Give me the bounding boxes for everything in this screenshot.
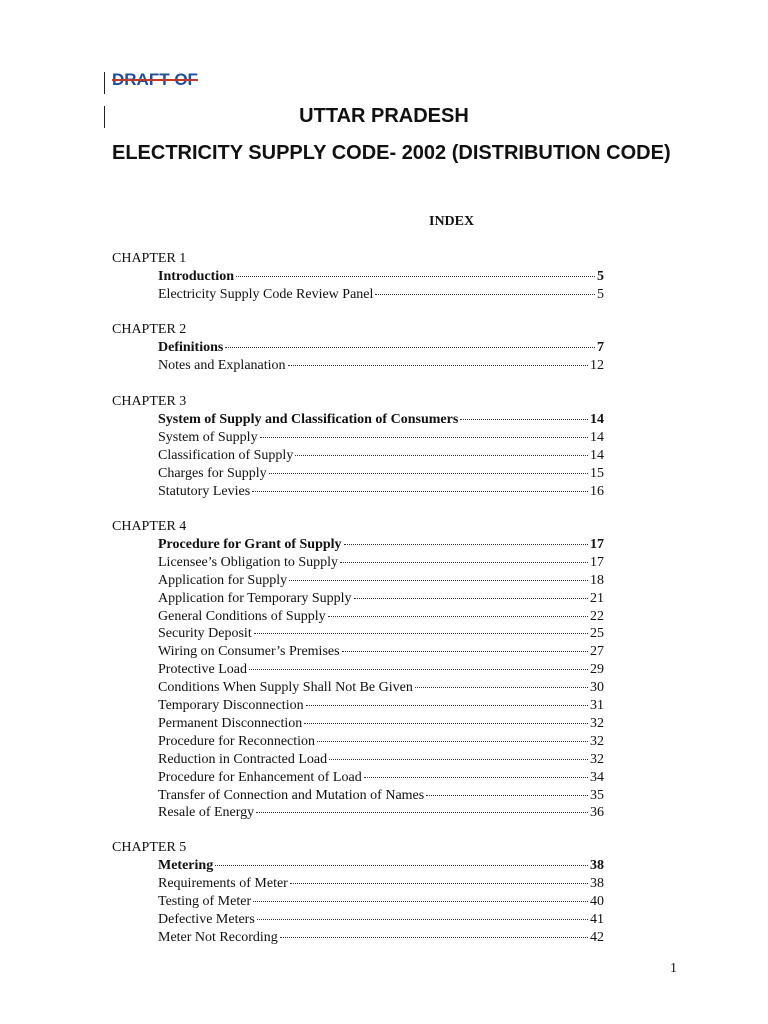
toc-entry xyxy=(158,429,604,447)
toc-entry-title: Testing of Meter xyxy=(158,893,252,909)
toc-entry-page: 41 xyxy=(590,911,604,927)
dot-leader xyxy=(252,491,588,492)
toc-entry xyxy=(158,465,604,483)
chapter-label: CHAPTER 2 xyxy=(112,322,187,337)
toc-entry-page: 32 xyxy=(590,733,604,749)
toc-entry-page: 32 xyxy=(590,751,604,767)
toc-entry-title: Metering xyxy=(158,857,214,873)
toc-entry-title: Notes and Explanation xyxy=(158,357,286,373)
draft-label: DRAFT OF xyxy=(112,70,198,89)
toc-entry xyxy=(158,447,604,465)
toc-entry xyxy=(158,608,604,626)
toc-entry-title: Defective Meters xyxy=(158,911,255,927)
toc-entry-page: 18 xyxy=(590,572,604,588)
toc-entry-page: 17 xyxy=(590,536,604,552)
toc-entry-title: General Conditions of Supply xyxy=(158,608,326,624)
chapter-label: CHAPTER 3 xyxy=(112,394,187,409)
toc-entry xyxy=(158,572,604,590)
dot-leader xyxy=(415,687,588,688)
dot-leader xyxy=(257,919,588,920)
dot-leader xyxy=(340,562,588,563)
toc-entry-title: Licensee’s Obligation to Supply xyxy=(158,554,339,570)
change-bar xyxy=(104,72,105,94)
dot-leader xyxy=(317,741,588,742)
toc-entry-page: 14 xyxy=(590,429,604,445)
toc-entry-page: 32 xyxy=(590,715,604,731)
toc-entry-title: Reduction in Contracted Load xyxy=(158,751,328,767)
toc-entry-title: Charges for Supply xyxy=(158,465,267,481)
toc-entry xyxy=(158,643,604,661)
toc-entry xyxy=(158,554,604,572)
index-heading: INDEX xyxy=(429,214,475,229)
toc-entry-title: Procedure for Reconnection xyxy=(158,733,316,749)
dot-leader xyxy=(260,437,588,438)
dot-leader xyxy=(344,544,588,545)
dot-leader xyxy=(364,777,588,778)
toc-entry xyxy=(158,697,604,715)
toc-entry-page: 5 xyxy=(597,286,604,302)
toc-entry xyxy=(158,536,604,554)
toc-entry xyxy=(158,661,604,679)
toc-entry-page: 30 xyxy=(590,680,604,696)
toc-entry-title: Security Deposit xyxy=(158,626,252,642)
toc-entry xyxy=(158,339,604,357)
dot-leader xyxy=(304,723,588,724)
page-number: 1 xyxy=(670,961,677,976)
toc-entry xyxy=(158,804,604,822)
toc-entry-page: 27 xyxy=(590,644,604,660)
toc-entry-title: Transfer of Connection and Mutation of Names xyxy=(158,787,425,803)
toc-entry-page: 38 xyxy=(590,857,604,873)
toc-entry-page: 12 xyxy=(590,357,604,373)
toc-entry-title: Meter Not Recording xyxy=(158,929,278,945)
toc-entry xyxy=(158,875,604,893)
dot-leader xyxy=(295,455,588,456)
toc-entry-title: System of Supply and Classification of Consumers xyxy=(158,411,459,427)
toc-entry xyxy=(158,929,604,947)
dot-leader xyxy=(215,865,588,866)
toc-entry-page: 14 xyxy=(590,411,604,427)
toc-entry-title: Resale of Energy xyxy=(158,805,255,821)
toc-entry-title: Application for Temporary Supply xyxy=(158,590,352,606)
dot-leader xyxy=(426,795,588,796)
toc-entry xyxy=(158,787,604,805)
dot-leader xyxy=(269,473,588,474)
toc-entry-title: Conditions When Supply Shall Not Be Given xyxy=(158,680,413,696)
toc-entry xyxy=(158,911,604,929)
toc-entry-page: 34 xyxy=(590,769,604,785)
toc-entry-page: 40 xyxy=(590,893,604,909)
toc-entry-title: Statutory Levies xyxy=(158,483,251,499)
toc-entry-title: Application for Supply xyxy=(158,572,288,588)
dot-leader xyxy=(306,705,588,706)
chapter-label: CHAPTER 1 xyxy=(112,251,187,266)
toc-entry-page: 14 xyxy=(590,447,604,463)
chapter-label: CHAPTER 4 xyxy=(112,519,187,534)
toc-entry xyxy=(158,268,604,286)
toc-entry-page: 29 xyxy=(590,662,604,678)
toc-entry xyxy=(158,857,604,875)
dot-leader xyxy=(328,616,588,617)
toc-entry-page: 7 xyxy=(597,339,604,355)
dot-leader xyxy=(460,419,588,420)
toc-entry xyxy=(158,769,604,787)
toc-entry xyxy=(158,679,604,697)
toc-entry-page: 38 xyxy=(590,875,604,891)
dot-leader xyxy=(342,651,588,652)
dot-leader xyxy=(329,759,588,760)
toc-entry-title: Permanent Disconnection xyxy=(158,715,303,731)
dot-leader xyxy=(354,598,588,599)
toc-entry-page: 15 xyxy=(590,465,604,481)
toc-entry xyxy=(158,286,604,304)
toc-entry-title: Requirements of Meter xyxy=(158,875,288,891)
toc-entry xyxy=(158,483,604,501)
toc-entry-page: 22 xyxy=(590,608,604,624)
toc-entry-title: Procedure for Enhancement of Load xyxy=(158,769,362,785)
chapter-label: CHAPTER 5 xyxy=(112,840,187,855)
toc-entry-title: Temporary Disconnection xyxy=(158,698,304,713)
toc-entry-page: 21 xyxy=(590,590,604,606)
toc-entry xyxy=(158,893,604,911)
toc-entry-page: 36 xyxy=(590,805,604,821)
dot-leader xyxy=(256,812,588,813)
toc-entry-title: Definitions xyxy=(158,339,224,355)
toc-entry xyxy=(158,411,604,429)
dot-leader xyxy=(290,883,588,884)
toc-entry-title: System of Supply xyxy=(158,429,258,445)
toc-entry-title: Procedure for Grant of Supply xyxy=(158,536,342,552)
toc-entry-page: 5 xyxy=(597,268,604,284)
dot-leader xyxy=(280,937,588,938)
code-title: ELECTRICITY SUPPLY CODE- 2002 (DISTRIBUTION CODE) xyxy=(112,142,671,164)
toc-entry xyxy=(158,357,604,375)
toc-entry xyxy=(158,715,604,733)
dot-leader xyxy=(254,633,588,634)
dot-leader xyxy=(288,365,588,366)
state-heading: UTTAR PRADESH xyxy=(299,105,469,127)
dot-leader xyxy=(375,294,595,295)
toc-entry-title: Electricity Supply Code Review Panel xyxy=(158,286,374,302)
toc-entry-title: Wiring on Consumer’s Premises xyxy=(158,644,340,660)
toc-entry xyxy=(158,625,604,643)
toc-entry-page: 16 xyxy=(590,483,604,499)
dot-leader xyxy=(236,276,595,277)
toc-entry-page: 42 xyxy=(590,929,604,945)
toc-entry-title: Protective Load xyxy=(158,662,248,678)
toc-entry xyxy=(158,751,604,769)
toc-entry-title: Classification of Supply xyxy=(158,447,294,463)
dot-leader xyxy=(225,347,595,348)
dot-leader xyxy=(289,580,588,581)
toc-entry-page: 17 xyxy=(590,554,604,570)
toc-entry xyxy=(158,590,604,608)
dot-leader xyxy=(249,669,588,670)
toc-entry-page: 31 xyxy=(590,698,604,713)
dot-leader xyxy=(253,901,588,902)
toc-entry xyxy=(158,733,604,751)
toc-entry-page: 35 xyxy=(590,787,604,803)
toc-entry-title: Introduction xyxy=(158,268,234,284)
toc-entry-page: 25 xyxy=(590,626,604,642)
